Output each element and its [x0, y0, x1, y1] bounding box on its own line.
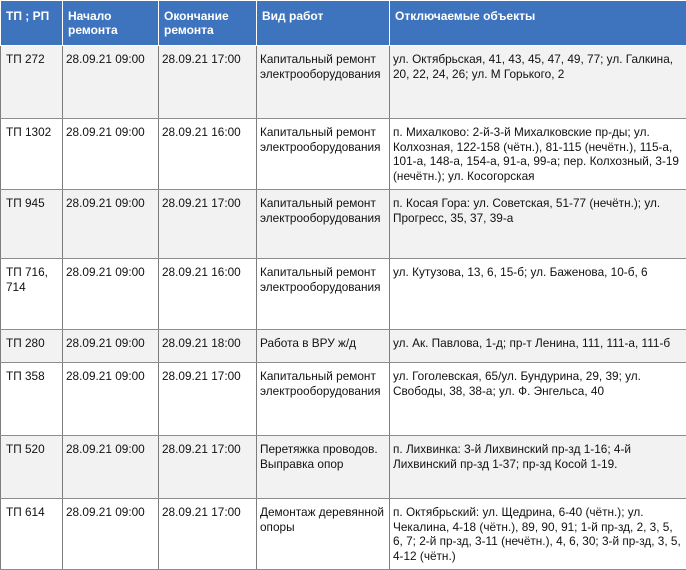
cell-work: Работа в ВРУ ж/д: [257, 330, 390, 363]
table-row: [1, 46, 686, 119]
cell-start: 28.09.21 09:00: [63, 436, 159, 499]
cell-objects: ул. Гоголевская, 65/ул. Бундурина, 29, 39; ул. Свободы, 38, 38-а; ул. Ф. Энгельса, 40: [390, 363, 686, 436]
cell-tp: ТП 280: [1, 330, 63, 363]
cell-work: Демонтаж деревянной опоры: [257, 499, 390, 570]
cell-objects: ул. Ак. Павлова, 1-д; пр-т Ленина, 111, 111-а, 111-б: [390, 330, 686, 363]
cell-objects: п. Октябрьский: ул. Щедрина, 6-40 (чётн.); ул. Чекалина, 4-18 (чётн.), 89, 90, 91; 1-й пр-зд, 2, 3, 5, 6, 7; 2-й пр-зд, 3-11 (нечётн.), 4, 6, 30; 3-й пр-зд, 3, 5, 4-12 (чётн.): [390, 499, 686, 570]
cell-work: Капитальный ремонт электрооборудования: [257, 119, 390, 190]
header-tp: ТП ; РП: [1, 1, 63, 46]
cell-start: 28.09.21 09:00: [63, 330, 159, 363]
header-objects: Отключаемые объекты: [390, 1, 686, 46]
cell-tp: ТП 272: [1, 46, 63, 119]
cell-end: 28.09.21 16:00: [159, 259, 257, 330]
cell-work: Перетяжка проводов. Выправка опор: [257, 436, 390, 499]
header-row: [1, 1, 686, 46]
cell-tp: ТП 945: [1, 190, 63, 259]
cell-tp: ТП 614: [1, 499, 63, 570]
cell-work: Капитальный ремонт электрооборудования: [257, 190, 390, 259]
cell-work: Капитальный ремонт электрооборудования: [257, 259, 390, 330]
table-header: [1, 1, 686, 46]
cell-tp: ТП 1302: [1, 119, 63, 190]
cell-tp: ТП 716, 714: [1, 259, 63, 330]
cell-end: 28.09.21 18:00: [159, 330, 257, 363]
cell-tp: ТП 520: [1, 436, 63, 499]
cell-end: 28.09.21 17:00: [159, 363, 257, 436]
table-row: [1, 330, 686, 363]
cell-start: 28.09.21 09:00: [63, 259, 159, 330]
table-body: [1, 46, 686, 570]
header-start: Начало ремонта: [63, 1, 159, 46]
cell-objects: п. Михалково: 2-й-3-й Михалковские пр-ды; ул. Колхозная, 122-158 (чётн.), 81-115 (нечётн.), 115-а, 101-а, 148-а, 154-а, 91-а, 99-а; пер. Колхозный, 3-19 (нечётн.); ул. Косогорская: [390, 119, 686, 190]
cell-objects: ул. Кутузова, 13, 6, 15-б; ул. Баженова, 10-б, 6: [390, 259, 686, 330]
cell-objects: ул. Октябрьская, 41, 43, 45, 47, 49, 77; ул. Галкина, 20, 22, 24, 26; ул. М Горького, 2: [390, 46, 686, 119]
cell-end: 28.09.21 17:00: [159, 499, 257, 570]
table-row: [1, 363, 686, 436]
cell-objects: п. Косая Гора: ул. Советская, 51-77 (нечётн.); ул. Прогресс, 35, 37, 39-а: [390, 190, 686, 259]
table-row: [1, 259, 686, 330]
cell-start: 28.09.21 09:00: [63, 46, 159, 119]
header-end: Окончание ремонта: [159, 1, 257, 46]
cell-objects: п. Лихвинка: 3-й Лихвинский пр-зд 1-16; 4-й Лихвинский пр-зд 1-37; пр-зд Косой 1-19.: [390, 436, 686, 499]
cell-start: 28.09.21 09:00: [63, 190, 159, 259]
cell-start: 28.09.21 09:00: [63, 499, 159, 570]
cell-end: 28.09.21 17:00: [159, 190, 257, 259]
cell-tp: ТП 358: [1, 363, 63, 436]
table-row: [1, 436, 686, 499]
header-work: Вид работ: [257, 1, 390, 46]
cell-end: 28.09.21 16:00: [159, 119, 257, 190]
table-row: [1, 119, 686, 190]
cell-start: 28.09.21 09:00: [63, 119, 159, 190]
cell-work: Капитальный ремонт электрооборудования: [257, 46, 390, 119]
cell-start: 28.09.21 09:00: [63, 363, 159, 436]
cell-work: Капитальный ремонт электрооборудования: [257, 363, 390, 436]
table-row: [1, 499, 686, 570]
table-row: [1, 190, 686, 259]
cell-end: 28.09.21 17:00: [159, 46, 257, 119]
cell-end: 28.09.21 17:00: [159, 436, 257, 499]
